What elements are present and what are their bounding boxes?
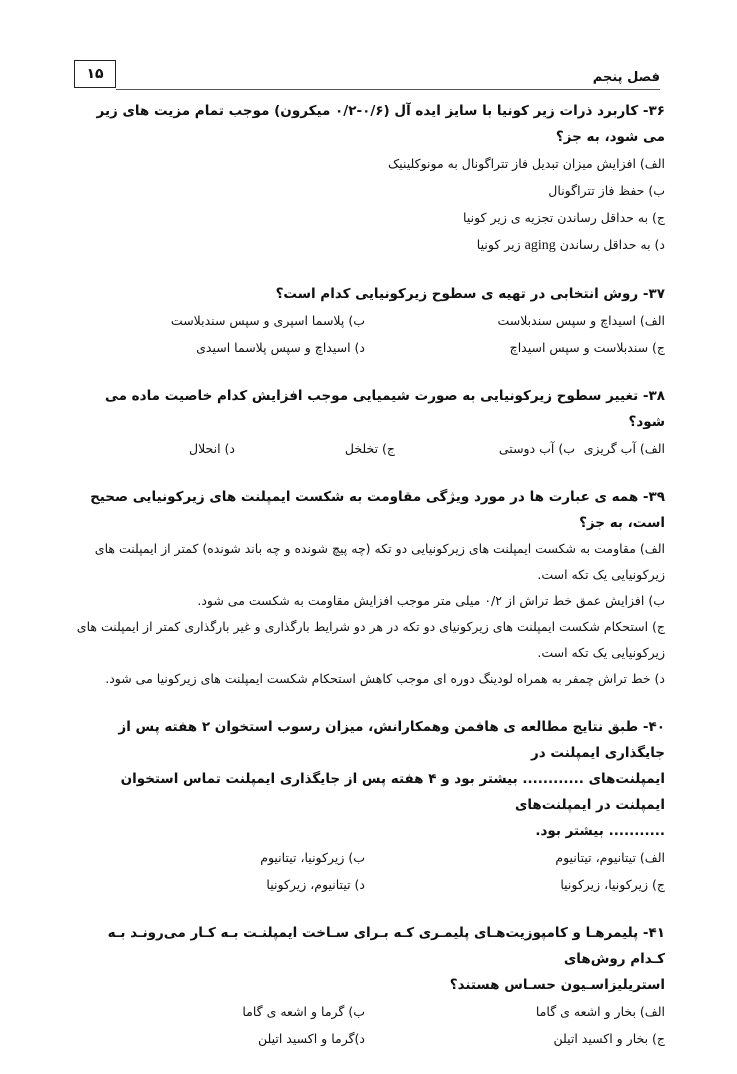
option-d-text: د) به حداقل رساندن [555, 237, 665, 252]
option-a: الف) بخار و اشعه ی گاما [535, 1004, 665, 1019]
option-d: د)گرما و اکسید اتیلن [257, 1031, 365, 1046]
option-a: الف) اسیداچ و سپس سندبلاست [497, 313, 665, 328]
question-title: ۴۱- پلیمرهـا و کامپوزیت‌هـای پلیمـری کـه بـرای سـاخت ایمپلنـت بـه کـار می‌رونـد بـه کـدام روش‌های [107, 925, 665, 967]
option-d: د) اسیداچ و سپس پلاسما اسیدی [196, 340, 365, 355]
option-d: د) تیتانیوم، زیرکونیا [266, 877, 365, 892]
option-c: ج) استحکام شکست ایمپلنت های زیرکونیای دو تکه در هر دو شرایط بارگذاری و غیر بارگذاری کمتر از ایمپلنت های [76, 619, 665, 634]
option-c: ج) زیرکونیا، زیرکونیا [560, 877, 665, 892]
option-a-continued: زیرکونیایی یک تکه است. [537, 567, 665, 582]
option-b: ب) حفظ فاز تتراگونال [548, 183, 665, 198]
option-d-suffix: زیر کونیا [476, 237, 525, 252]
option-a: الف) آب گریزی [583, 441, 665, 456]
question-37 [70, 281, 665, 361]
question-title: ۴۰- طبق نتایج مطالعه ی هافمن وهمکارانش، میزان رسوب استخوان ۲ هفته پس از جایگذاری ایمپلنت در [118, 719, 665, 761]
options-grid [70, 844, 665, 898]
chapter-title: فصل پنجم [592, 70, 660, 85]
options-row [70, 435, 665, 462]
option-a: الف) مقاومت به شکست ایمپلنت های زیرکونیایی دو تکه (چه پیچ شونده و چه باند شونده) کمتر از ایمپلنت های [94, 541, 665, 556]
option-d [70, 231, 665, 259]
option-b: ب) زیرکونیا، تیتانیوم [260, 850, 365, 865]
option-a: الف) تیتانیوم، تیتانیوم [555, 850, 665, 865]
option-b: ب) افزایش عمق خط تراش از ۰/۲ میلی متر موجب افزایش مقاومت به شکست می شود. [197, 593, 665, 608]
page-number: ۱۵ [74, 60, 116, 88]
option-c: ج) به حداقل رساندن تجزیه ی زیر کونیا [463, 210, 665, 225]
question-38 [70, 383, 665, 462]
option-d-latin: aging [524, 238, 556, 253]
option-a: الف) افزایش میزان تبدیل فاز تتراگونال به مونوکلینیک [387, 156, 665, 171]
option-c-continued: زیرکونیایی یک تکه است. [537, 645, 665, 660]
question-title: ۳۹- همه ی عبارت ها در مورد ویژگی مقاومت به شکست ایمپلنت های زیرکونیایی صحیح است، به جز؟ [90, 489, 665, 531]
question-39 [70, 484, 665, 692]
question-36 [70, 98, 665, 259]
question-title: ۳۷- روش انتخابی در تهیه ی سطوح زیرکونیایی کدام است؟ [275, 286, 665, 302]
question-40 [70, 714, 665, 898]
option-b: ب) پلاسما اسپری و سپس سندبلاست [170, 313, 365, 328]
question-41 [70, 920, 665, 1052]
question-title-line-2: استریلیزاسـیون حسـاس هستند؟ [449, 977, 665, 993]
option-c: ج) تخلخل [344, 441, 395, 456]
question-title-line-3: ........... بیشتر بود. [535, 823, 665, 839]
options-grid [70, 307, 665, 361]
question-title: ۳۶- کاربرد ذرات زیر کونیا با سایز ایده آل (۰/۶-۰/۲ میکرون) موجب تمام مزیت های زیر می شود، به جز؟ [96, 103, 665, 145]
question-list [70, 98, 665, 1074]
option-c: ج) بخار و اکسید اتیلن [553, 1031, 665, 1046]
page-header [74, 60, 660, 90]
option-d: د) انحلال [189, 441, 235, 456]
question-title-line-2: ایمپلنت‌های ............ بیشتر بود و ۴ هفته پس از جایگذاری ایمپلنت تماس استخوان ایمپلنت در ایمپلنت‌های [120, 771, 665, 813]
question-title: ۳۸- تغییر سطوح زیرکونیایی به صورت شیمیایی موجب افزایش کدام خاصیت ماده می شود؟ [104, 388, 665, 430]
option-c: ج) سندبلاست و سپس اسیداچ [509, 340, 665, 355]
option-d: د) خط تراش چمفر به همراه لودینگ دوره ای موجب کاهش استحکام شکست ایمپلنت های زیرکونیا می شود. [105, 671, 665, 686]
header-divider [116, 89, 660, 90]
option-b: ب) گرما و اشعه ی گاما [242, 1004, 365, 1019]
option-b: ب) آب دوستی [498, 441, 575, 456]
